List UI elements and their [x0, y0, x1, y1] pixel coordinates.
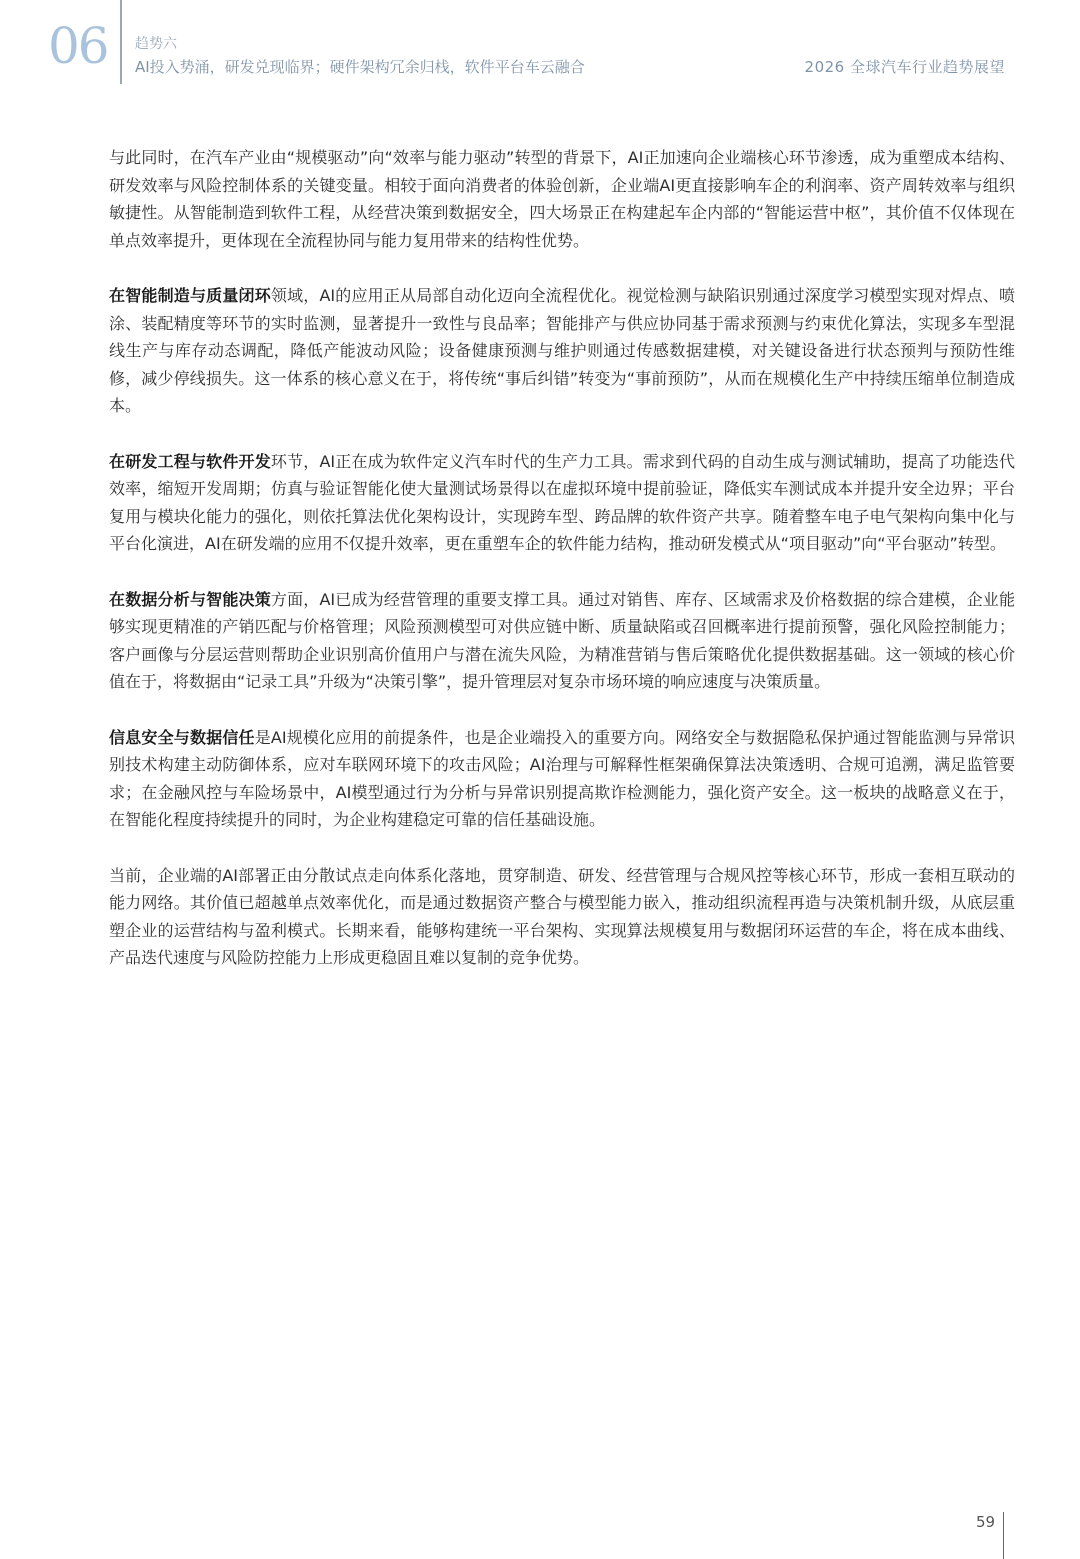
chapter-number: 06 [48, 17, 108, 75]
paragraph-text: 是AI规模化应用的前提条件，也是企业端投入的重要方向。网络安全与数据隐私保护通过智能监测与异常识别技术构建主动防御体系，应对车联网环境下的攻击风险；AI治理与可解释性框架确保算法决策透明、合规可追溯，满足监管要求；在金融风控与车险场景中，AI模型通过行为分析与异常识别提高欺诈检测能力，强化资产安全。这一板块的战略意义在于，在智能化程度持续提升的同时，为企业构建稳定可靠的信任基础设施。 [109, 727, 1015, 829]
paragraph-lead-term: 在研发工程与软件开发 [109, 451, 271, 471]
paragraph-smart-manufacturing [109, 282, 1015, 420]
report-title: 2026 全球汽车行业趋势展望 [804, 58, 1005, 76]
paragraph-text: 方面，AI已成为经营管理的重要支撑工具。通过对销售、库存、区域需求及价格数据的综合建模，企业能够实现更精准的产销匹配与价格管理；风险预测模型可对供应链中断、质量缺陷或召回概率进行提前预警，强化风险控制能力；客户画像与分层运营则帮助企业识别高价值用户与潜在流失风险，为精准营销与售后策略优化提供数据基础。这一领域的核心价值在于，将数据由“记录工具”升级为“决策引擎”，提升管理层对复杂市场环境的响应速度与决策质量。 [109, 589, 1015, 691]
article-body [109, 144, 1015, 1000]
paragraph-rd-software [109, 448, 1015, 558]
paragraph-lead-term: 在智能制造与质量闭环 [109, 286, 271, 305]
header-divider [120, 0, 122, 84]
paragraph-text: 领域，AI的应用正从局部自动化迈向全流程优化。视觉检测与缺陷识别通过深度学习模型实现对焊点、喷涂、装配精度等环节的实时监测，显著提升一致性与良品率；智能排产与供应协同基于需求预测与约束优化算法，实现多车型混线生产与库存动态调配，降低产能波动风险；设备健康预测与维护则通过传感数据建模，对关键设备进行状态预判与预防性维修，减少停线损失。这一体系的核心意义在于，将传统“事后纠错”转变为“事前预防”，从而在规模化生产中持续压缩单位制造成本。 [109, 286, 1015, 415]
paragraph-lead-term: 在数据分析与智能决策 [109, 589, 271, 609]
paragraph-lead-term: 信息安全与数据信任 [109, 727, 255, 747]
paragraph-text: 环节，AI正在成为软件定义汽车时代的生产力工具。需求到代码的自动生成与测试辅助，提高了功能迭代效率，缩短开发周期；仿真与验证智能化使大量测试场景得以在虚拟环境中提前验证，降低实车测试成本并提升安全边界；平台复用与模块化能力的强化，则依托算法优化架构设计，实现跨车型、跨品牌的软件资产共享。随着整车电子电气架构向集中化与平台化演进，AI在研发端的应用不仅提升效率，更在重塑车企的软件能力结构，推动研发模式从“项目驱动”向“平台驱动”转型。 [109, 451, 1015, 553]
paragraph-intro: 与此同时，在汽车产业由“规模驱动”向“效率与能力驱动”转型的背景下，AI正加速向企业端核心环节渗透，成为重塑成本结构、研发效率与风险控制体系的关键变量。相较于面向消费者的体验创新，企业端AI更直接影响车企的利润率、资产周转效率与组织敏捷性。从智能制造到软件工程，从经营决策到数据安全，四大场景正在构建起车企内部的“智能运营中枢”，其价值不仅体现在单点效率提升，更体现在全流程协同与能力复用带来的结构性优势。 [109, 148, 1015, 250]
footer-divider [1003, 1512, 1004, 1559]
trend-title: AI投入势涌，研发兑现临界；硬件架构冗余归栈，软件平台车云融合 [135, 58, 585, 76]
page-number: 59 [976, 1513, 996, 1531]
paragraph-conclusion: 当前，企业端的AI部署正由分散试点走向体系化落地，贯穿制造、研发、经营管理与合规风控等核心环节，形成一套相互联动的能力网络。其价值已超越单点效率优化，而是通过数据资产整合与模型能力嵌入，推动组织流程再造与决策机制升级，从底层重塑企业的运营结构与盈利模式。长期来看，能够构建统一平台架构、实现算法规模复用与数据闭环运营的车企，将在成本曲线、产品迭代速度与风险防控能力上形成更稳固且难以复制的竞争优势。 [109, 865, 1015, 967]
trend-label: 趋势六 [135, 36, 177, 52]
paragraph-data-decision [109, 586, 1015, 696]
paragraph-security-trust [109, 724, 1015, 834]
